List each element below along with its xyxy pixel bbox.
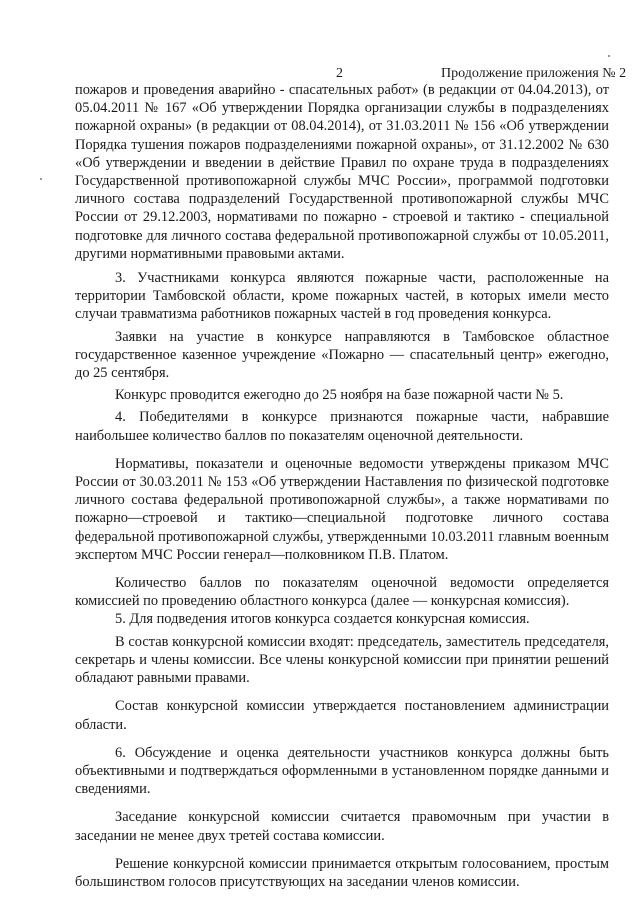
paragraph-4-winners: 4. Победителями в конкурсе признаются пожарные части, набравшие наибольшее количество баллов по показателям оценочной деятельности. bbox=[75, 409, 609, 444]
paragraph-commission-members: В состав конкурсной комиссии входят: председатель, заместитель председателя, секретарь и члены комиссии. Все члены конкурсной комиссии при принятии решений обладают равными правами. bbox=[75, 633, 609, 687]
paragraph-commission-approval: Состав конкурсной комиссии утверждается постановлением администрации области. bbox=[75, 698, 609, 733]
scan-speck bbox=[608, 55, 610, 57]
page-number: 2 bbox=[336, 66, 343, 81]
paragraph-5-commission: 5. Для подведения итогов конкурса создается конкурсная комиссия. bbox=[115, 611, 530, 628]
paragraph-standards: Нормативы, показатели и оценочные ведомости утверждены приказом МЧС России от 30.03.2011 № 153 «Об утверждении Наставления по физической подготовке личного состава федеральной противопожарной службы», а также нормативами по пожарно—строевой и тактико—специальной подготовке личного состава федеральной противопожарной службы, утвержденными 10.03.2011 главным военным экспертом МЧС России генерал—полковником П.В. Платом. bbox=[75, 455, 609, 563]
paragraph-6-evaluation: 6. Обсуждение и оценка деятельности участников конкурса должны быть объективными и подтверждаться оформленными в установленном порядке данными и сведениями. bbox=[75, 744, 609, 798]
paragraph-3-participants: 3. Участниками конкурса являются пожарные части, расположенные на территории Тамбовской области, кроме пожарных частей, в которых имели место случаи травматизма работников пожарных частей в год проведения конкурса. bbox=[75, 270, 609, 323]
scan-speck bbox=[40, 178, 42, 180]
paragraph-decision: Решение конкурсной комиссии принимается открытым голосованием, простым большинством голосов присутствующих на заседании членов комиссии. bbox=[75, 855, 609, 890]
paragraph-score-count: Количество баллов по показателям оценочной ведомости определяется комиссией по проведению областного конкурса (далее — конкурсная комиссия). bbox=[75, 575, 609, 610]
appendix-continuation-label: Продолжение приложения № 2 bbox=[441, 66, 627, 81]
paragraph-quorum: Заседание конкурсной комиссии считается правомочным при участии в заседании не менее двух третей состава комиссии. bbox=[75, 809, 609, 844]
paragraph-contest-schedule: Конкурс проводится ежегодно до 25 ноября на базе пожарной части № 5. bbox=[115, 387, 564, 404]
paragraph-applications: Заявки на участие в конкурсе направляются в Тамбовское областное государственное казенное учреждение «Пожарно — спасательный центр» ежегодно, до 25 сентября. bbox=[75, 328, 609, 382]
paragraph-continued: пожаров и проведения аварийно - спасательных работ» (в редакции от 04.04.2013), от 05.04.2011 № 167 «Об утверждении Порядка организации службы в подразделениях пожарной охраны» (в редакции от 08.04.2014), от 31.03.2011 № 156 «Об утверждении Порядка тушения пожаров подразделениями пожарной охраны», от 31.12.2002 № 630 «Об утверждении и введении в действие Правил по охране труда в подразделениях Государственной противопожарной службы МЧС России», программой подготовки личного состава подразделений Государственной противопожарной службы МЧС России от 29.12.2003, нормативами по пожарно - строевой и тактико - специальной подготовке для личного состава федеральной противопожарной службы от 10.05.2011, другими нормативными правовыми актами. bbox=[75, 82, 609, 262]
document-body bbox=[75, 81, 609, 891]
